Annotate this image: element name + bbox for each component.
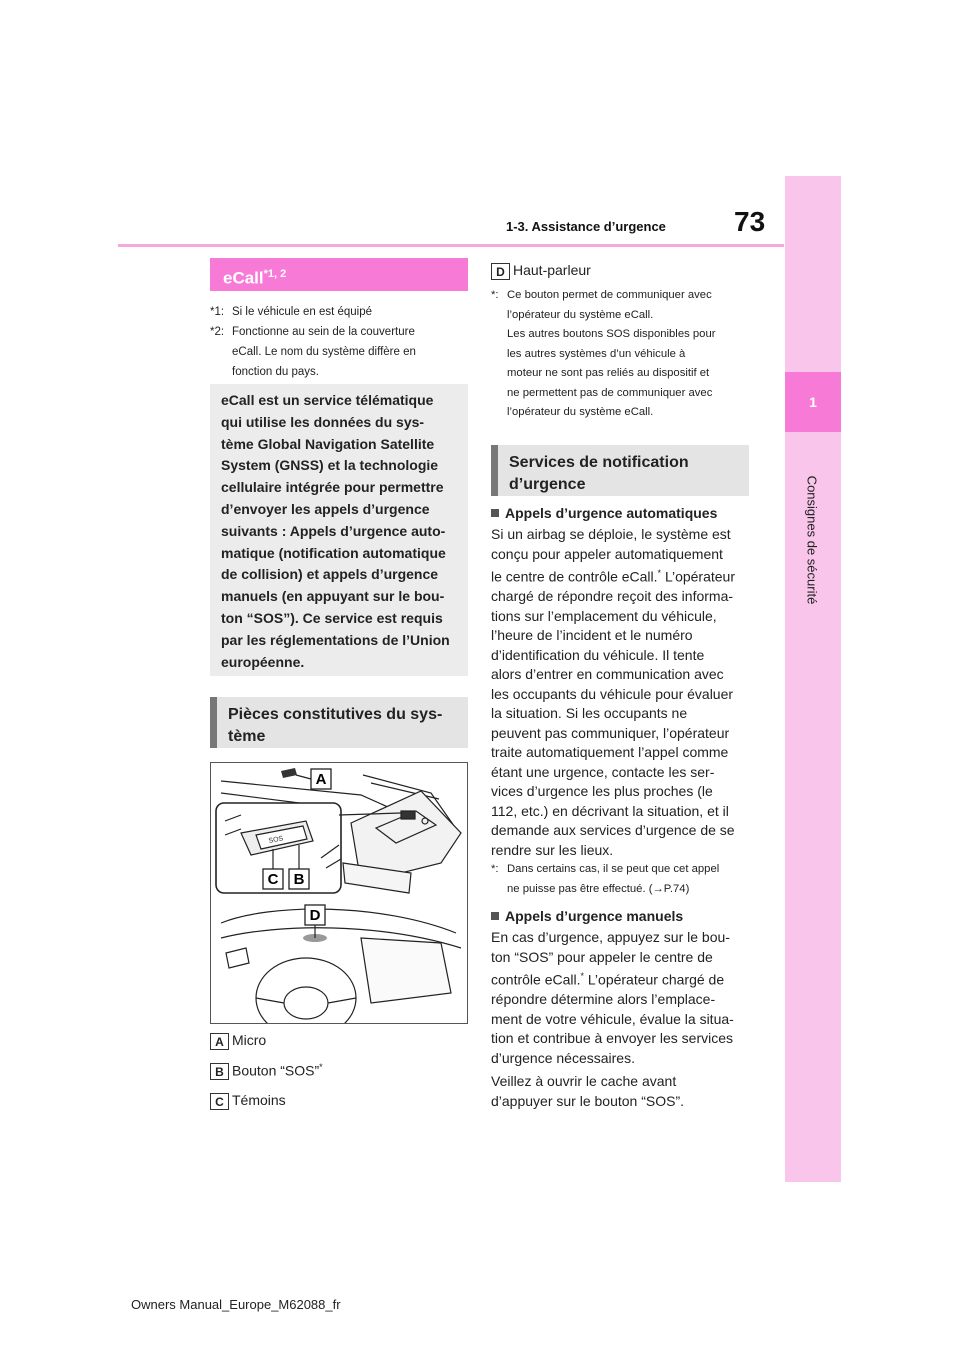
legend-label: Micro	[232, 1032, 267, 1048]
footnote-2	[210, 322, 468, 342]
chapter-side-tab	[785, 176, 841, 1182]
ecall-footnotes	[210, 302, 468, 382]
footnote-marker: *1:	[210, 306, 225, 318]
intro-line: tème Global Navigation Satellite	[221, 435, 435, 452]
footnote-text: Les autres boutons SOS disponibles pour	[507, 328, 716, 340]
label-a: A	[315, 771, 327, 788]
footnote-text: ne puisse pas être effectué. (→P.74)	[507, 882, 690, 895]
label-b: B	[293, 871, 305, 888]
intro-line: matique (notification automatique	[221, 544, 446, 561]
subheading-text: Appels d’urgence manuels	[505, 908, 684, 924]
intro-line: System (GNSS) et la technologie	[221, 457, 439, 474]
footnote-text: ne permettent pas de communiquer avec	[507, 386, 713, 399]
legend-sup: *	[319, 1062, 323, 1072]
legend-item-b	[210, 1062, 323, 1080]
body-line	[491, 564, 751, 587]
footnote-text: moteur ne sont pas reliés au dispositif et	[507, 367, 710, 379]
ecall-components-diagram	[210, 762, 468, 1024]
body-line: chargé de répondre reçoit des informa-	[491, 588, 734, 605]
bullet-square-icon	[491, 912, 499, 920]
body-line: la situation. Si les occupants ne	[491, 705, 688, 722]
body-text: L’opérateur	[661, 568, 736, 585]
ecall-section-header	[210, 258, 468, 291]
auto-calls-footnote	[491, 860, 756, 899]
footnote-text: les autres systèmes d’un véhicule à	[507, 347, 686, 360]
body-line: répondre détermine alors l’emplace-	[491, 991, 716, 1008]
footer-doc-id: Owners Manual_Europe_M62088_fr	[131, 1297, 341, 1312]
body-line: En cas d’urgence, appuyez sur le bou-	[491, 929, 730, 945]
body-line: les occupants du véhicule pour évaluer	[491, 685, 734, 702]
body-line: rendre sur les lieux.	[491, 841, 614, 858]
body-line: tions sur l’emplacement du véhicule,	[491, 607, 717, 624]
intro-line: ton “SOS”). Ce service est requis	[221, 609, 443, 626]
body-line: vices d’urgence les plus proches (le	[491, 783, 713, 800]
manual-calls-body	[491, 928, 751, 1111]
body-line: peuvent pas communiquer, l’opérateur	[491, 724, 730, 741]
footnote-marker: *2:	[210, 326, 225, 338]
ecall-title-sup: *1, 2	[263, 268, 287, 280]
header-line: Services de notification	[509, 454, 689, 471]
legend-item-d	[491, 262, 591, 280]
label-c: C	[267, 871, 279, 888]
body-line: traite automatiquement l’appel comme	[491, 744, 729, 761]
sos-button-footnote	[491, 286, 756, 423]
body-line: d’identification du véhicule. Il tente	[491, 646, 705, 663]
body-line: tion et contribue à envoyer les services	[491, 1030, 734, 1047]
intro-line: européenne.	[221, 653, 305, 670]
legend-item-a	[210, 1032, 266, 1050]
intro-line: suivants : Appels d’urgence auto-	[221, 522, 446, 539]
ecall-intro-box	[210, 384, 468, 676]
footnote-text: l’opérateur du système eCall.	[507, 308, 654, 321]
body-line: ment de votre véhicule, évalue la situa-	[491, 1010, 734, 1027]
legend-item-c	[210, 1092, 286, 1110]
body-line	[491, 967, 751, 990]
subheading-text: Appels d’urgence automatiques	[505, 505, 718, 521]
legend-key: B	[210, 1063, 229, 1080]
body-text: contrôle eCall.	[491, 971, 581, 988]
footnote-text: Dans certains cas, il se peut que cet appel	[507, 863, 720, 875]
footnote-text: fonction du pays.	[232, 366, 319, 378]
legend-key: D	[491, 263, 510, 280]
header-line: Pièces constitutives du sys-	[228, 706, 443, 723]
legend-key: A	[210, 1033, 229, 1050]
body-line: d’urgence nécessaires.	[491, 1049, 635, 1066]
footnote-text: Ce bouton permet de communiquer avec	[507, 289, 712, 301]
header-rule	[118, 244, 784, 247]
body-line: demande aux services d’urgence de se	[491, 822, 735, 839]
ecall-title: eCall	[223, 268, 264, 288]
body-text: le centre de contrôle eCall.	[491, 568, 658, 585]
body-line: étant une urgence, contacte les ser-	[491, 763, 715, 780]
body-line: Si un airbag se déploie, le système est	[491, 526, 731, 542]
legend-label: Témoins	[232, 1092, 286, 1108]
header-line: d’urgence	[509, 476, 586, 493]
body-line: 112, etc.) en décrivant la situation, et il	[491, 802, 729, 819]
footnote-text: eCall. Le nom du système diffère en	[232, 346, 416, 358]
footnote-text: l’opérateur du système eCall.	[507, 406, 654, 418]
intro-line: eCall est un service télématique	[221, 392, 434, 408]
footnote-marker: *:	[491, 863, 499, 875]
auto-calls-body	[491, 525, 751, 860]
label-d: D	[309, 907, 321, 924]
intro-line: par les réglementations de l’Union	[221, 631, 450, 648]
footnote-text: Si le véhicule en est équipé	[232, 306, 373, 318]
intro-line: d’envoyer les appels d’urgence	[221, 500, 430, 517]
body-line: alors d’entrer en communication avec	[491, 666, 724, 683]
diagram-illustration	[211, 763, 467, 1023]
chapter-title: Consignes de sécurité	[804, 475, 820, 605]
services-section-header	[491, 445, 749, 496]
body-text: L’opérateur chargé de	[584, 971, 725, 988]
legend-label: Haut-parleur	[513, 262, 591, 278]
auto-calls-heading	[491, 505, 717, 521]
footnote-marker: *:	[491, 289, 499, 301]
chapter-number: 1	[785, 372, 841, 432]
body-line: l’heure de l’incident et le numéro	[491, 627, 693, 644]
legend-label: Bouton “SOS”	[232, 1062, 320, 1079]
body-line: conçu pour appeler automatiquement	[491, 545, 723, 562]
header-line: tème	[228, 728, 266, 745]
intro-line: manuels (en appuyant sur le bou-	[221, 588, 445, 605]
intro-line: qui utilise les données du sys-	[221, 413, 425, 430]
footnote-ref: *	[657, 568, 662, 578]
sos-button-label: SOS	[268, 835, 284, 845]
body-line: d’appuyer sur le bouton “SOS”.	[491, 1092, 684, 1109]
manual-calls-heading	[491, 908, 683, 924]
body-line: Veillez à ouvrir le cache avant	[491, 1073, 677, 1090]
footnote-1	[210, 302, 468, 322]
bullet-square-icon	[491, 509, 499, 517]
intro-line: cellulaire intégrée pour permettre	[221, 479, 444, 496]
page-number: 73	[734, 206, 766, 237]
body-line: ton “SOS” pour appeler le centre de	[491, 948, 713, 965]
footnote-text: Fonctionne au sein de la couverture	[232, 326, 415, 338]
footnote-ref: *	[580, 971, 585, 981]
components-section-header	[210, 697, 468, 748]
intro-line: de collision) et appels d’urgence	[221, 566, 439, 583]
legend-key: C	[210, 1093, 229, 1110]
section-reference: 1-3. Assistance d’urgence	[506, 219, 666, 234]
